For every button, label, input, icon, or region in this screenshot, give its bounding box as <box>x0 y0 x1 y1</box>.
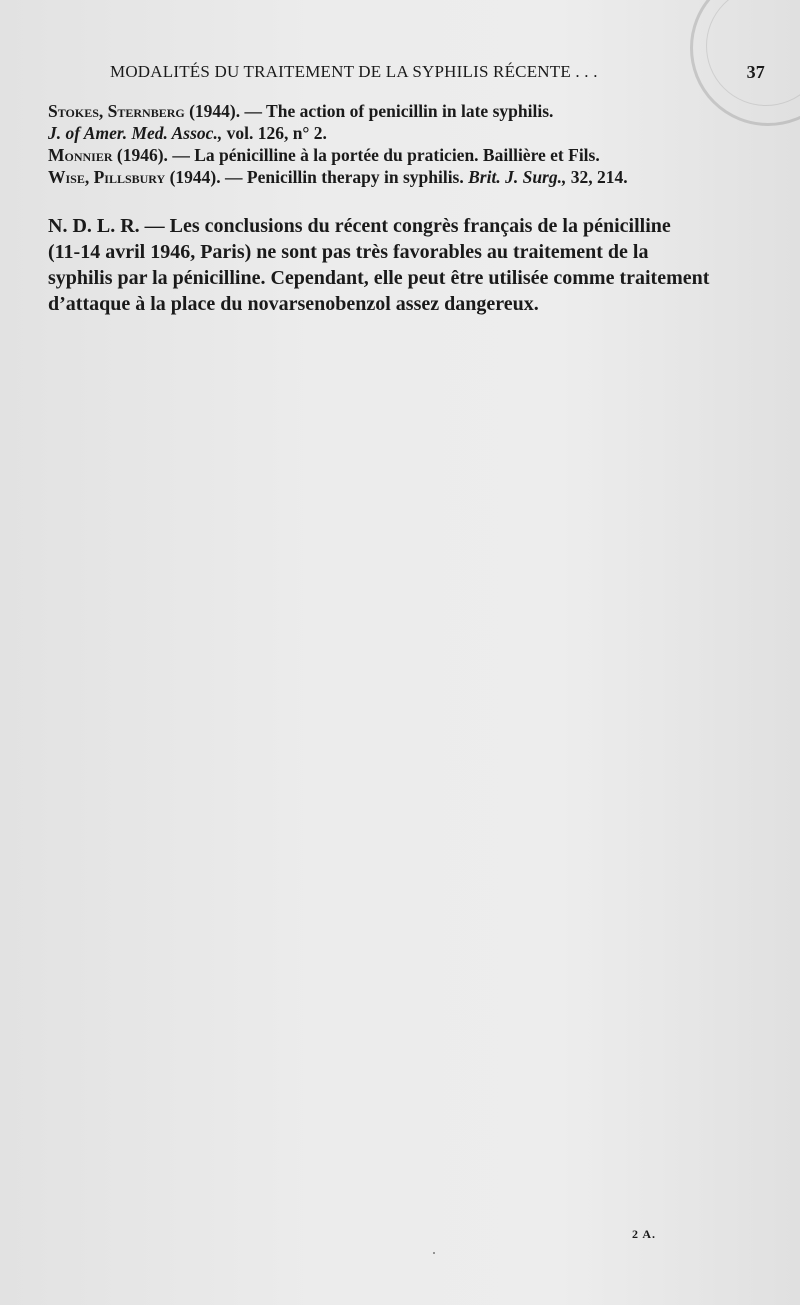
reference-authors: Monnier <box>48 145 113 165</box>
running-title: MODALITÉS DU TRAITEMENT DE LA SYPHILIS RÉCENTE . . . <box>110 62 598 81</box>
note-line: d’attaque à la place du novarsenobenzol assez dangereux. <box>48 293 539 315</box>
note-line: (11-14 avril 1946, Paris) ne sont pas très favorables au traitement de la <box>48 241 649 263</box>
reference-text: — Penicillin therapy in syphilis. <box>225 167 464 187</box>
reference-list <box>48 100 748 188</box>
reference-journal: J. of Amer. Med. Assoc., <box>48 123 223 143</box>
signature-mark: 2 A. <box>632 1227 657 1241</box>
reference-details: 32, 214. <box>570 167 628 187</box>
note-line: syphilis par la pénicilline. Cependant, elle peut être utilisée comme traitement <box>48 267 710 289</box>
reference-item <box>48 144 748 166</box>
reference-details: vol. 126, n° 2. <box>226 123 327 143</box>
reference-text: — The action of penicillin in late syphilis. <box>244 101 554 121</box>
reference-year: (1944). <box>169 167 221 187</box>
reference-year: (1946). <box>116 145 168 165</box>
reference-authors: Wise, Pillsbury <box>48 167 166 187</box>
reference-text: — La pénicilline à la portée du praticien. Baillière et Fils. <box>172 145 600 165</box>
reference-item <box>48 166 748 188</box>
note-line: N. D. L. R. — Les conclusions du récent congrès français de la pénicilline <box>48 215 671 237</box>
reference-item <box>48 100 748 122</box>
page-number: 37 <box>746 62 765 82</box>
reference-year: (1944). <box>189 101 241 121</box>
reference-item-continuation <box>48 122 748 144</box>
reference-authors: Stokes, Sternberg <box>48 101 185 121</box>
editor-note <box>48 213 766 317</box>
page-speck <box>433 1252 435 1254</box>
reference-journal: Brit. J. Surg., <box>468 167 567 187</box>
